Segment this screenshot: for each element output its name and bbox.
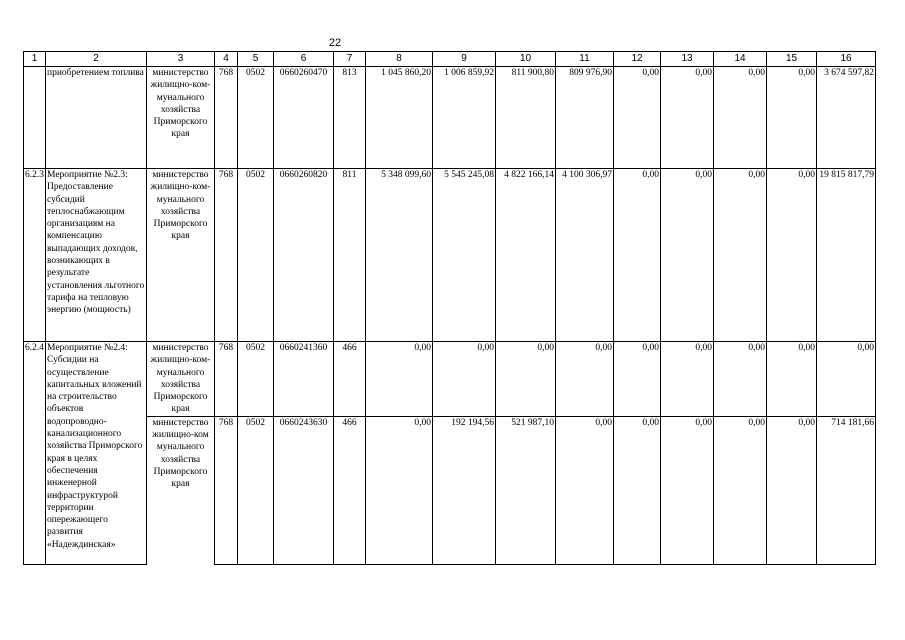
- cell-target-article: 0660260820: [274, 169, 334, 342]
- column-header: 11: [556, 52, 614, 67]
- row-number: [24, 67, 46, 169]
- column-header: 3: [147, 52, 215, 67]
- cell-amount: 0,00: [661, 416, 714, 564]
- column-header: 4: [215, 52, 238, 67]
- cell-target-article: 0660241360: [274, 342, 334, 417]
- cell-amount: 0,00: [614, 342, 661, 417]
- cell-amount: 0,00: [556, 416, 614, 564]
- cell-amount: 1 045 860,20: [366, 67, 433, 169]
- cell-amount: 4 822 166,14: [496, 169, 556, 342]
- column-header: 10: [496, 52, 556, 67]
- cell-grbs: 768: [215, 416, 238, 564]
- cell-section: 0502: [238, 67, 274, 169]
- measure-name: Мероприятие №2.4: Субсидии на осуществление капитальных вложений на строительство объектов водопроводно-канализационного хозяйства Приморского края в целях обеспечения инженерной инфраструктурой территории опережающего развития «Надеждинская»: [46, 342, 147, 565]
- cell-amount: 0,00: [366, 416, 433, 564]
- cell-amount: 0,00: [496, 342, 556, 417]
- cell-amount: 0,00: [767, 169, 817, 342]
- cell-amount: 809 976,90: [556, 67, 614, 169]
- cell-total: 0,00: [817, 342, 876, 417]
- cell-expense-type: 466: [334, 342, 366, 417]
- measure-name: приобретением топлива: [46, 67, 147, 169]
- cell-expense-type: 466: [334, 416, 366, 564]
- executor: министерство жилищно-ком-мунального хозяйства Приморского края: [147, 169, 215, 342]
- cell-total: 19 815 817,79: [817, 169, 876, 342]
- cell-total: 714 181,66: [817, 416, 876, 564]
- column-header: 5: [238, 52, 274, 67]
- cell-amount: 0,00: [714, 169, 767, 342]
- cell-amount: 811 900,80: [496, 67, 556, 169]
- cell-amount: 1 006 859,92: [433, 67, 496, 169]
- cell-amount: 0,00: [556, 342, 614, 417]
- cell-target-article: 0660243630: [274, 416, 334, 564]
- cell-amount: 0,00: [614, 67, 661, 169]
- cell-amount: 5 545 245,08: [433, 169, 496, 342]
- cell-amount: 0,00: [767, 416, 817, 564]
- cell-section: 0502: [238, 342, 274, 417]
- cell-amount: 0,00: [614, 416, 661, 564]
- budget-table: [23, 51, 876, 565]
- table-row: [24, 169, 876, 342]
- cell-target-article: 0660260470: [274, 67, 334, 169]
- column-header: 12: [614, 52, 661, 67]
- cell-amount: 0,00: [433, 342, 496, 417]
- cell-amount: 521 987,10: [496, 416, 556, 564]
- page-number: 22: [328, 37, 342, 49]
- cell-total: 3 674 597,82: [817, 67, 876, 169]
- column-header: 1: [24, 52, 46, 67]
- table-row: [24, 67, 876, 169]
- column-header: 16: [817, 52, 876, 67]
- measure-name: Мероприятие №2.3: Предоставление субсидий теплоснабжающим организациям на компенсацию выпадающих доходов, возникающих в результате установления льготного тарифа на тепловую энергию (мощность): [46, 169, 147, 342]
- cell-amount: 0,00: [366, 342, 433, 417]
- column-header: 9: [433, 52, 496, 67]
- row-number: 6.2.3: [24, 169, 46, 342]
- cell-amount: 4 100 306,97: [556, 169, 614, 342]
- column-header: 15: [767, 52, 817, 67]
- column-header-row: [24, 52, 876, 67]
- cell-amount: 0,00: [714, 342, 767, 417]
- cell-grbs: 768: [215, 169, 238, 342]
- column-header: 2: [46, 52, 147, 67]
- table-row: [24, 416, 876, 564]
- executor: министерство жилищно-ком-мунального хозяйства Приморского края: [147, 342, 215, 417]
- cell-amount: 0,00: [661, 169, 714, 342]
- cell-expense-type: 811: [334, 169, 366, 342]
- cell-expense-type: 813: [334, 67, 366, 169]
- row-number: 6.2.4: [24, 342, 46, 565]
- cell-amount: 0,00: [714, 416, 767, 564]
- table-row: [24, 342, 876, 417]
- cell-amount: 0,00: [614, 169, 661, 342]
- executor: министерство жилищно-ком мунального хозяйства Приморского края: [147, 416, 215, 564]
- column-header: 6: [274, 52, 334, 67]
- cell-grbs: 768: [215, 67, 238, 169]
- cell-amount: 0,00: [661, 342, 714, 417]
- column-header: 14: [714, 52, 767, 67]
- cell-amount: 0,00: [661, 67, 714, 169]
- column-header: 13: [661, 52, 714, 67]
- column-header: 7: [334, 52, 366, 67]
- cell-section: 0502: [238, 169, 274, 342]
- cell-section: 0502: [238, 416, 274, 564]
- executor: министерство жилищно-ком-мунального хозяйства Приморского края: [147, 67, 215, 169]
- cell-grbs: 768: [215, 342, 238, 417]
- cell-amount: 0,00: [714, 67, 767, 169]
- cell-amount: 5 348 099,60: [366, 169, 433, 342]
- cell-amount: 192 194,56: [433, 416, 496, 564]
- column-header: 8: [366, 52, 433, 67]
- cell-amount: 0,00: [767, 342, 817, 417]
- cell-amount: 0,00: [767, 67, 817, 169]
